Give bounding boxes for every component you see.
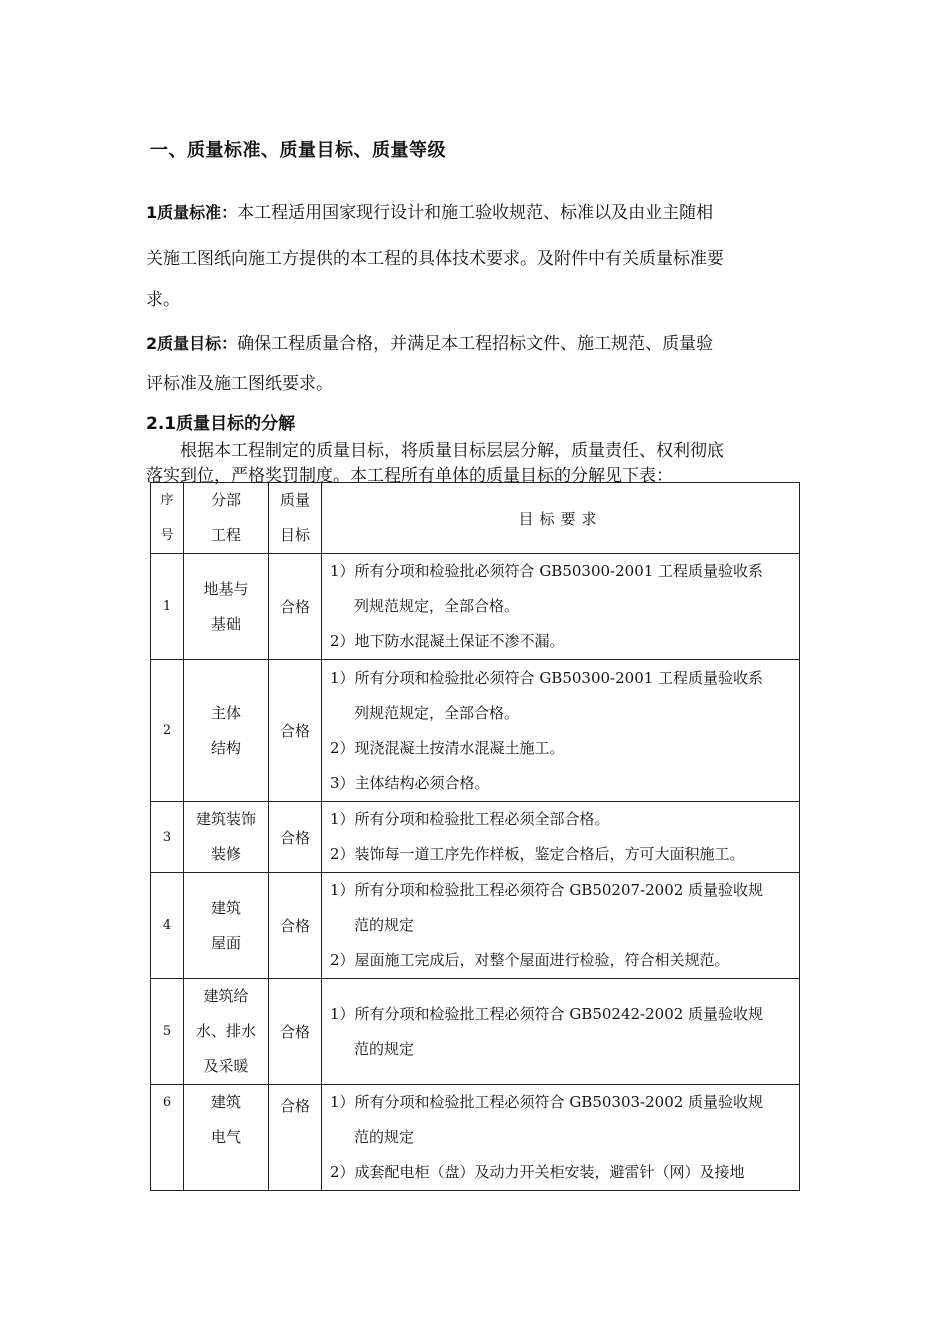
header-seq xyxy=(151,483,184,554)
header-quality xyxy=(269,483,322,554)
quality-goal-text-1: 确保工程质量合格，并满足本工程招标文件、施工规范、质量验 xyxy=(237,334,714,354)
row-seq: 6 xyxy=(151,1085,184,1191)
requirement-line: 范的规定 xyxy=(354,1039,415,1058)
row-quality-goal: 合格 xyxy=(269,554,322,660)
header-name-line1: 分部 xyxy=(210,491,241,509)
row-section-name-line: 装修 xyxy=(210,845,241,863)
row-section-name-line: 及采暖 xyxy=(203,1057,249,1075)
section-heading: 一、质量标准、质量目标、质量等级 xyxy=(150,140,446,161)
row-requirements xyxy=(322,979,800,1085)
quality-standard-paragraph-line1 xyxy=(146,198,713,223)
requirement-line: 1）所有分项和检验批工程必须符合 GB50303-2002 质量验收规 xyxy=(330,1093,764,1111)
header-name xyxy=(184,483,269,554)
row-section-name-line: 建筑装饰 xyxy=(195,810,256,828)
requirement-line: 范的规定 xyxy=(354,1128,415,1146)
row-seq: 5 xyxy=(151,979,184,1085)
quality-standard-text-3: 求。 xyxy=(146,290,180,310)
table-row xyxy=(151,802,800,873)
requirement-line: 2）装饰每一道工序先作样板，鉴定合格后，方可大面积施工。 xyxy=(330,845,745,863)
header-quality-line2: 目标 xyxy=(279,526,310,544)
row-section-name-line: 主体 xyxy=(210,703,241,722)
row-section-name xyxy=(184,873,269,979)
requirement-line: 列规范规定，全部合格。 xyxy=(354,597,520,615)
table-body xyxy=(151,554,800,1191)
requirement-line: 1）所有分项和检验批必须符合 GB50300-2001 工程质量验收系 xyxy=(330,668,764,687)
row-requirements xyxy=(322,1085,800,1191)
row-section-name xyxy=(184,979,269,1085)
row-section-name-line: 地基与 xyxy=(203,579,249,598)
header-seq-line1: 序 xyxy=(160,493,174,508)
row-seq: 1 xyxy=(151,554,184,660)
header-seq-line2: 号 xyxy=(160,528,174,543)
row-requirements xyxy=(322,554,800,660)
row-section-name-line: 屋面 xyxy=(210,933,241,952)
quality-goal-text-2: 评标准及施工图纸要求。 xyxy=(146,374,333,394)
row-requirements xyxy=(322,802,800,873)
quality-goals-table xyxy=(150,482,800,1191)
quality-standard-text-2: 关施工图纸向施工方提供的本工程的具体技术要求。及附件中有关质量标准要 xyxy=(146,249,724,269)
table-row xyxy=(151,979,800,1085)
row-section-name-line: 基础 xyxy=(210,614,241,633)
row-section-name-line: 建筑 xyxy=(210,898,241,917)
quality-goal-paragraph-line1 xyxy=(146,329,713,354)
subsection-text-1: 根据本工程制定的质量目标，将质量目标层层分解，质量责任、权利彻底 xyxy=(180,441,724,461)
row-seq: 4 xyxy=(151,873,184,979)
requirement-line: 2）现浇混凝土按清水混凝土施工。 xyxy=(330,738,565,757)
row-quality-goal: 合格 xyxy=(269,660,322,802)
table-row xyxy=(151,660,800,802)
header-quality-line1: 质量 xyxy=(279,491,310,509)
quality-standard-text-1: 本工程适用国家现行设计和施工验收规范、标准以及由业主随相 xyxy=(237,203,714,223)
row-section-name-line: 结构 xyxy=(210,738,241,757)
row-section-name-line: 电气 xyxy=(210,1128,241,1146)
row-quality-goal: 合格 xyxy=(269,802,322,873)
table-row xyxy=(151,1085,800,1191)
requirement-line: 范的规定 xyxy=(354,916,415,934)
requirement-line: 1）所有分项和检验批工程必须全部合格。 xyxy=(330,810,610,828)
table-header-row xyxy=(151,483,800,554)
table-row xyxy=(151,554,800,660)
requirement-line: 1）所有分项和检验批必须符合 GB50300-2001 工程质量验收系 xyxy=(330,562,764,580)
subsection-text-2: 落实到位，严格奖罚制度。本工程所有单体的质量目标的分解见下表： xyxy=(146,466,673,486)
row-quality-goal: 合格 xyxy=(269,1085,322,1191)
row-section-name xyxy=(184,554,269,660)
requirement-line: 3）主体结构必须合格。 xyxy=(330,773,490,792)
row-quality-goal: 合格 xyxy=(269,873,322,979)
table-row xyxy=(151,873,800,979)
row-requirements xyxy=(322,873,800,979)
row-section-name-line: 建筑 xyxy=(210,1093,241,1111)
row-seq: 3 xyxy=(151,802,184,873)
requirement-line: 1）所有分项和检验批工程必须符合 GB50242-2002 质量验收规 xyxy=(330,1004,764,1023)
row-section-name-line: 建筑给 xyxy=(203,987,249,1005)
requirement-line: 1）所有分项和检验批工程必须符合 GB50207-2002 质量验收规 xyxy=(330,881,764,899)
header-requirement: 目标要求 xyxy=(322,483,800,554)
requirement-line: 2）屋面施工完成后，对整个屋面进行检验，符合相关规范。 xyxy=(330,951,730,969)
requirement-line: 列规范规定，全部合格。 xyxy=(354,703,520,722)
row-seq: 2 xyxy=(151,660,184,802)
row-quality-goal: 合格 xyxy=(269,979,322,1085)
row-section-name xyxy=(184,1085,269,1191)
quality-standard-label: 1质量标准： xyxy=(146,203,238,222)
quality-goal-label: 2质量目标： xyxy=(146,334,238,353)
requirement-line: 2）地下防水混凝土保证不渗不漏。 xyxy=(330,632,565,650)
requirement-line: 2）成套配电柜（盘）及动力开关柜安装，避雷针（网）及接地 xyxy=(330,1163,745,1181)
subsection-title: 2.1质量目标的分解 xyxy=(146,414,296,434)
row-requirements xyxy=(322,660,800,802)
row-section-name xyxy=(184,660,269,802)
row-section-name-line: 水、排水 xyxy=(195,1022,256,1040)
header-name-line2: 工程 xyxy=(210,526,241,544)
row-section-name xyxy=(184,802,269,873)
